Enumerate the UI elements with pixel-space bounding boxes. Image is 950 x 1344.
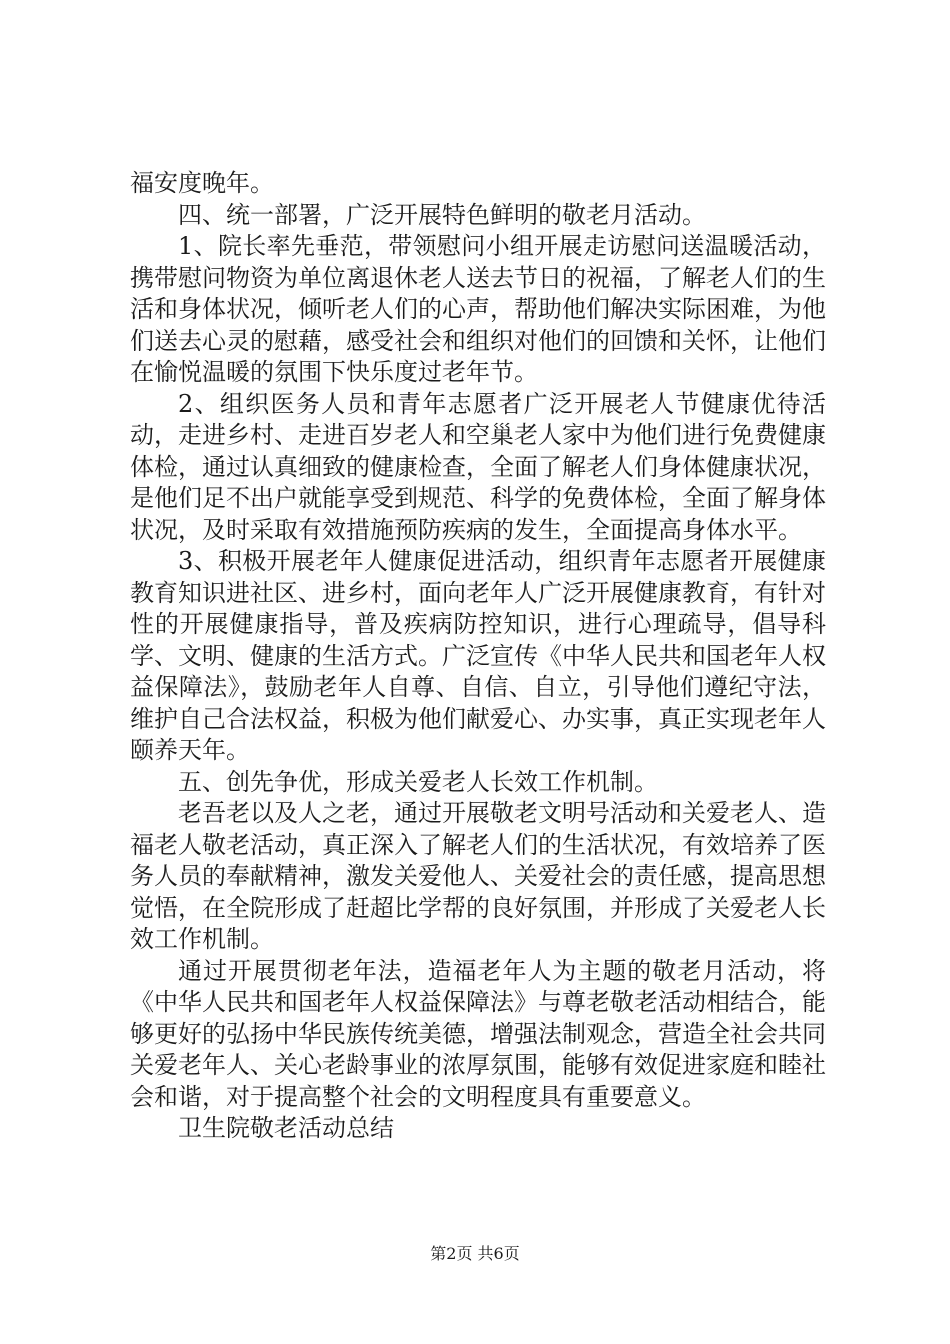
document-title-line: 卫生院敬老活动总结 [178,1114,394,1142]
paragraph: 老吾老以及人之老，通过开展敬老文明号活动和关爱老人、造福老人敬老活动，真正深入了解老人们的生活状况，有效培养了医务人员的奉献精神，激发关爱他人、关爱社会的责任感，提高思想觉悟，在全院形成了赶超比学帮的良好氛围，并形成了关爱老人长效工作机制。 [130,799,826,953]
paragraph: 2、组织医务人员和青年志愿者广泛开展老人节健康优待活动，走进乡村、走进百岁老人和空巢老人家中为他们进行免费健康体检，通过认真细致的健康检查，全面了解老人们身体健康状况，是他们足不出户就能享受到规范、科学的免费体检，全面了解身体状况，及时采取有效措施预防疾病的发生，全面提高身体水平。 [130,389,826,544]
document-body [130,168,826,1145]
paragraph: 3、积极开展老年人健康促进活动，组织青年志愿者开展健康教育知识进社区、进乡村，面向老年人广泛开展健康教育，有针对性的开展健康指导，普及疾病防控知识，进行心理疏导，倡导科学、文明、健康的生活方式。广泛宣传《中华人民共和国老年人权益保障法》，鼓励老年人自尊、自信、自立，引导他们遵纪守法，维护自己合法权益，积极为他们献爱心、办实事，真正实现老年人颐养天年。 [130,547,826,764]
paragraph: 1、院长率先垂范，带领慰问小组开展走访慰问送温暖活动，携带慰问物资为单位离退休老人送去节日的祝福，了解老人们的生活和身体状况，倾听老人们的心声，帮助他们解决实际困难，为他们送去心灵的慰藉，感受社会和组织对他们的回馈和关怀，让他们在愉悦温暖的氛围下快乐度过老年节。 [130,232,826,386]
section-heading-five: 五、创先争优，形成关爱老人长效工作机制。 [178,767,658,796]
section-heading-four: 四、统一部署，广泛开展特色鲜明的敬老月活动。 [178,200,706,229]
page-footer: 第2页 共6页 [430,1244,520,1263]
paragraph: 福安度晚年。 [130,169,274,197]
paragraph: 通过开展贯彻老年法，造福老年人为主题的敬老月活动，将《中华人民共和国老年人权益保障法》与尊老敬老活动相结合，能够更好的弘扬中华民族传统美德，增强法制观念，营造全社会共同关爱老年人、关心老龄事业的浓厚氛围，能够有效促进家庭和睦社会和谐，对于提高整个社会的文明程度具有重要意义。 [130,956,826,1111]
